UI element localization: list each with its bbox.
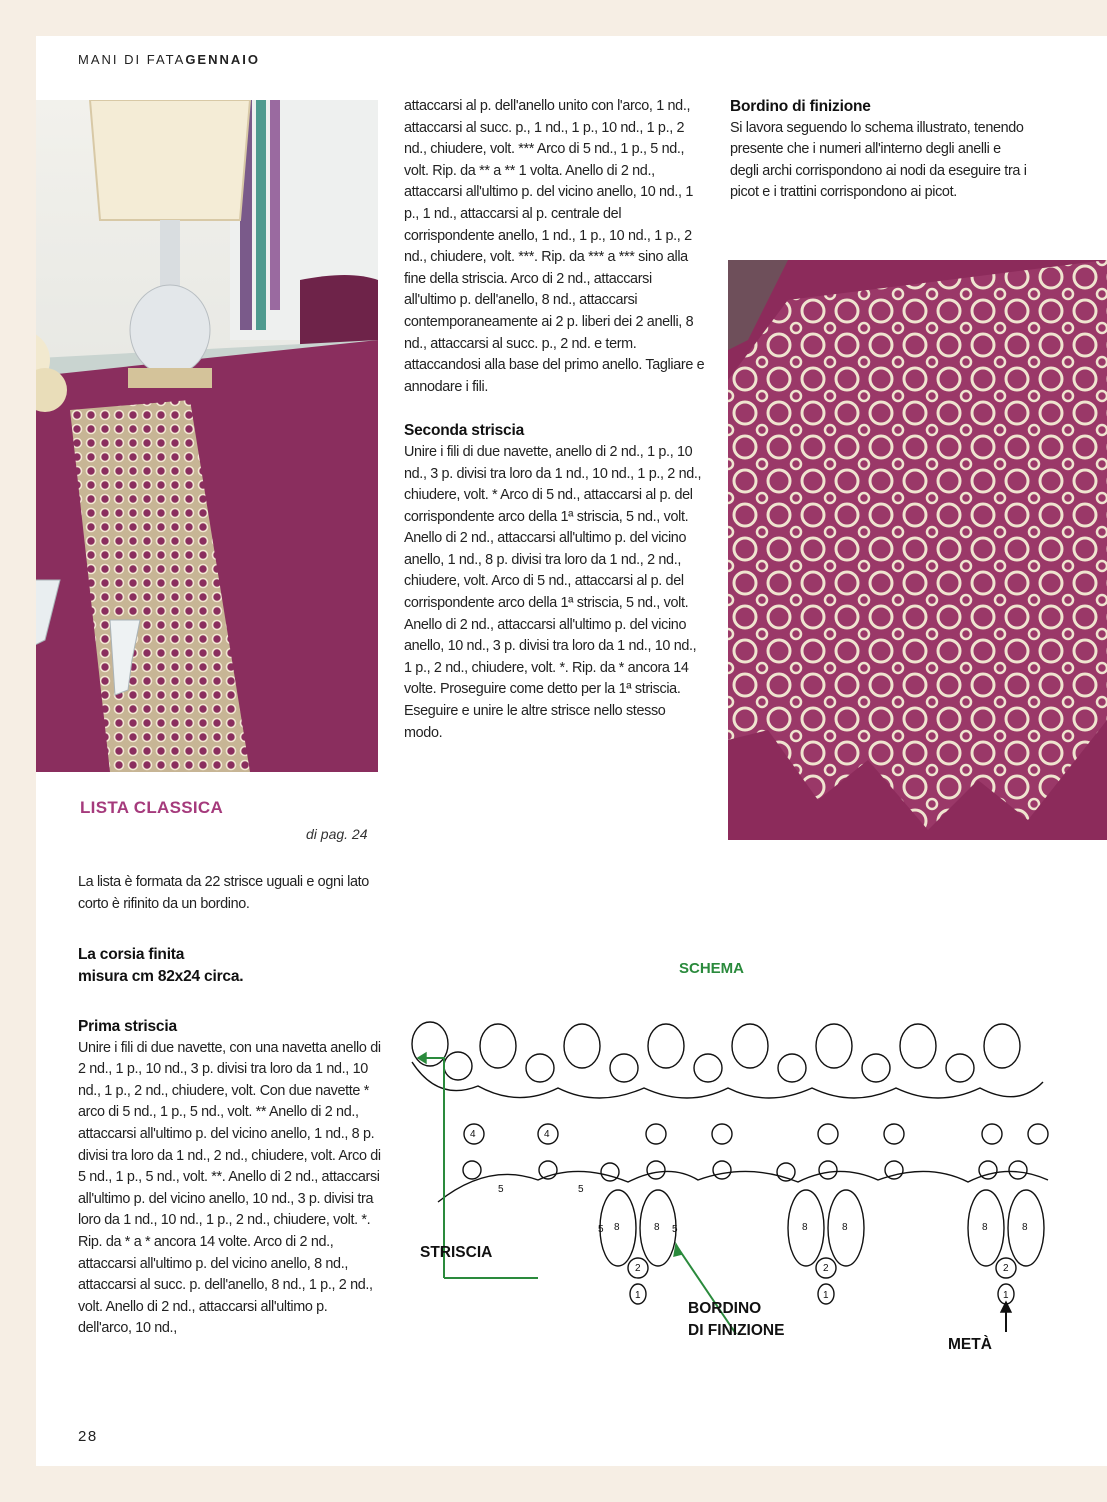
ring-number: 8 bbox=[654, 1222, 660, 1233]
label-bordino bbox=[688, 1298, 784, 1342]
ring-number: 8 bbox=[1022, 1222, 1028, 1233]
ring-number: 5 bbox=[578, 1184, 584, 1195]
diagram-bottom-ovals bbox=[600, 1190, 1044, 1304]
ring-number: 2 bbox=[1003, 1263, 1009, 1274]
seconda-striscia-heading: Seconda striscia bbox=[404, 422, 524, 440]
page-reference: di pag. 24 bbox=[306, 826, 368, 842]
ring-number: 5 bbox=[672, 1224, 678, 1235]
intro-text: La lista è formata da 22 strisce uguali e ogni lato corto è rifinito da un bordino. bbox=[78, 874, 369, 912]
page-number: 28 bbox=[78, 1428, 98, 1445]
prima-striscia-section bbox=[78, 1016, 384, 1340]
ring-number: 1 bbox=[823, 1290, 829, 1301]
issue-month: GENNAIO bbox=[185, 52, 260, 67]
ring-number: 4 bbox=[544, 1129, 550, 1140]
ring-number: 1 bbox=[635, 1290, 641, 1301]
label-meta: METÀ bbox=[948, 1336, 992, 1353]
prima-striscia-text: Unire i fili di due navette, con una navetta anello di 2 nd., 1 p., 10 nd., 3 p. divisi tra loro da 1 nd., 10 nd., 1 p., 2 nd., chiudere, volt. Con due navette * arco di 5 nd., 1 p., 5 nd., volt. ** Anello di 2 nd., attaccarsi all'ultimo p. del vicino anello, 1 nd., 8 p. divisi tra loro da 1 nd., 2 nd., chiudere, volt. Arco di 5 nd., 1 p., 5 nd., volt. **. Anello di 2 nd., attaccarsi all'ultimo p. del vicino anello, 10 nd., 3 p. divisi tra loro da 1 nd., 10 nd., 1 p., 2 nd., chiudere, volt. *. Rip. da * a * ancora 14 volte. Arco di 2 nd., attaccarsi all'ultimo p. del vicino anello, 8 nd., attaccarsi al succ. p. dell'anello, 8 nd., 1 p., 2 nd., volt. Anello di 2 nd., attaccarsi all'ultimo p. dell'arco, 10 nd., bbox=[78, 1039, 381, 1337]
ring-number: 8 bbox=[842, 1222, 848, 1233]
ring-number: 2 bbox=[823, 1263, 829, 1274]
bordino-heading: Bordino di finizione bbox=[730, 98, 871, 115]
pattern-title: LISTA CLASSICA bbox=[80, 798, 224, 817]
diagram-top-rings bbox=[412, 1022, 1020, 1082]
intro-text-block bbox=[78, 872, 384, 915]
bordino-text: Si lavora seguendo lo schema illustrato, tenendo presente che i numeri all'interno degli anelli e degli archi corrispondono ai nodi da eseguire tra i picot e i trattini corrispondono ai picot. bbox=[730, 119, 1027, 201]
ring-number: 8 bbox=[614, 1222, 620, 1233]
prima-striscia-text-cont: attaccarsi al p. dell'anello unito con l'arco, 1 nd., attaccarsi al succ. p., 1 nd., 1 p., 10 nd., 1 p., 2 nd., chiudere, volt. *** Arco di 5 nd., 1 p., 5 nd., volt. Rip. da ** a ** 1 volta. Anello di 2 nd., attaccarsi all'ultimo p. del vicino anello, 10 nd., 1 p., 1 nd., attaccarsi al p. centrale del corrispondente anello, 1 nd., 1 p., 10 nd., 1 p., 2 nd., chiudere, volt. ***. Rip. da *** a *** sino alla fine della striscia. Arco di 2 nd., attaccarsi all'ultimo p. dell'anello, 8 nd., attaccarsi contemporaneamente ai 2 p. liberi dei 2 anelli, 8 nd., attaccarsi al succ. p., 2 nd. e term. attaccandosi alla base del primo anello. Tagliare e annodare i fili. bbox=[404, 98, 705, 395]
label-bordino-line1: BORDINO bbox=[688, 1300, 762, 1317]
ring-number: 5 bbox=[498, 1184, 504, 1195]
running-header bbox=[78, 52, 260, 67]
prima-striscia-heading: Prima striscia bbox=[78, 1018, 177, 1035]
diagram-ring-numbers bbox=[470, 1129, 1028, 1301]
magazine-page bbox=[36, 36, 1107, 1466]
ring-number: 8 bbox=[802, 1222, 808, 1233]
size-heading-line1: La corsia finita bbox=[78, 946, 185, 963]
label-striscia: STRISCIA bbox=[420, 1244, 493, 1261]
ring-number: 1 bbox=[1003, 1290, 1009, 1301]
label-bordino-line2: DI FINIZIONE bbox=[688, 1322, 785, 1339]
ring-number: 4 bbox=[470, 1129, 476, 1140]
size-heading-line2: misura cm 82x24 circa. bbox=[78, 968, 244, 985]
photo-lace-detail bbox=[728, 260, 1107, 840]
photo-table-runner bbox=[36, 100, 378, 772]
bordino-section bbox=[730, 96, 1032, 204]
schema-title: SCHEMA bbox=[679, 960, 745, 977]
magazine-title: MANI DI FATA bbox=[78, 52, 186, 67]
ring-number: 8 bbox=[982, 1222, 988, 1233]
ring-number: 5 bbox=[598, 1224, 604, 1235]
size-heading bbox=[78, 944, 384, 988]
middle-column bbox=[404, 96, 706, 744]
seconda-striscia-text: Unire i fili di due navette, anello di 2 nd., 1 p., 10 nd., 3 p. divisi tra loro da 1 nd., 10 nd., 1 p., 2 nd., chiudere, volt. * Arco di 5 nd., attaccarsi al p. del corrispondente arco della 1ª striscia, 5 nd., volt. Anello di 2 nd., attaccarsi all'ultimo p. del vicino anello, 1 nd., 8 p. divisi tra loro da 1 nd., 2 nd., chiudere, volt. Arco di 5 nd., attaccarsi al p. del corrispondente arco della 1ª striscia, 5 nd., volt. Anello di 2 nd., attaccarsi all'ultimo p. del vicino anello, 10 nd., 3 p. divisi tra loro da 1 nd., 10 nd., 1 p., 2 nd., chiudere, volt. *. Rip. da * ancora 14 volte. Proseguire come detto per la 1ª striscia. Eseguire e unire le altre strisce nello stesso modo. bbox=[404, 443, 702, 741]
ring-number: 2 bbox=[635, 1263, 641, 1274]
